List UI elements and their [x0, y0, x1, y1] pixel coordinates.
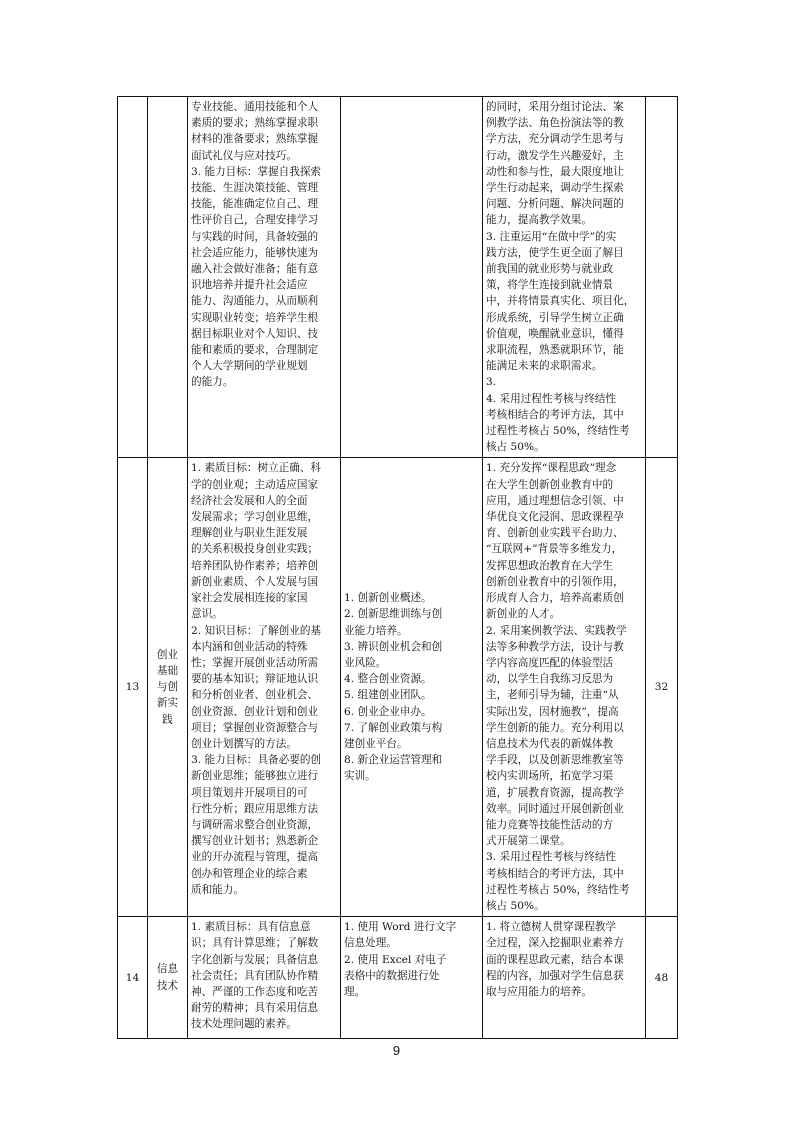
text-line: 能力，提高教学效果。: [486, 214, 592, 227]
text-line: 技术: [156, 979, 179, 992]
text-line: 道，扩展教育资源，提高教学: [486, 786, 624, 799]
text-line: 项目；掌握创业资源整合与: [191, 721, 319, 734]
text-line: 面试礼仪与应对技巧。: [191, 149, 297, 162]
text-line: 学生创新的能力。充分利用以: [486, 721, 624, 734]
text-line: 经济社会发展和人的全面: [191, 494, 308, 507]
text-line: 2. 使用 Excel 对电子: [344, 953, 447, 966]
text-line: 创新创业教育中的引领作用，: [486, 575, 624, 588]
text-line: 动性和参与性，最大限度地让: [486, 165, 624, 178]
methods-cell: [483, 458, 646, 917]
text-line: 据目标职业对个人知识、技: [191, 327, 319, 340]
text-line: 表格中的数据进行处: [344, 969, 440, 982]
text-line: 神、严谨的工作态度和吃苦: [191, 985, 319, 998]
table-row: [118, 917, 678, 1039]
text-line: 识；具有计算思维；了解数: [191, 937, 319, 950]
text-line: 信息处理。: [344, 937, 397, 950]
text-line: 考核相结合的考评方法，其中: [486, 408, 624, 421]
text-line: 业的开办流程与管理，提高: [191, 851, 319, 864]
text-line: 例教学法、角色扮演法等的教: [486, 117, 624, 130]
text-line: 全过程，深入挖掘职业素养方: [486, 937, 624, 950]
text-line: 学方法，充分调动学生思考与: [486, 133, 624, 146]
text-line: 培养团队协作素养；培养创: [191, 559, 319, 572]
text-line: 效率。同时通过开展创新创业: [486, 802, 624, 815]
text-line: 1. 使用 Word 进行文字: [344, 921, 457, 934]
text-line: 本内涵和创业活动的特殊: [191, 640, 308, 653]
methods-cell: [483, 97, 646, 458]
text-line: 行性分析；跟应用思维方法: [191, 802, 319, 815]
text-line: 理解创业与职业生涯发展: [191, 527, 308, 540]
course-name-cell: [148, 97, 188, 458]
text-line: 求职流程，熟悉就职环节，能: [486, 344, 624, 357]
text-line: 新创业思维；能够独立进行: [191, 770, 319, 783]
text-line: 实现职业转变；培养学生根: [191, 311, 319, 324]
text-line: 3. 能力目标：具备必要的创: [191, 754, 322, 767]
text-line: 前我国的就业形势与就业政: [486, 263, 614, 276]
text-line: 发展需求；学习创业思维，: [191, 511, 319, 524]
text-line: 2. 知识目标：了解创业的基: [191, 624, 322, 637]
objectives-cell: [188, 97, 341, 458]
text-line: 华优良文化浸润、思政课程孕: [486, 511, 624, 524]
text-line: 式开展第二课堂。: [486, 835, 571, 848]
text-line: 创办和管理企业的综合素: [191, 867, 308, 880]
text-line: 3.: [486, 376, 497, 389]
text-line: 价值观，唤醒就业意识，懂得: [486, 327, 624, 340]
text-line: 能力、沟通能力，从而顺利: [191, 295, 319, 308]
text-line: 1. 素质目标：树立正确、科: [191, 462, 322, 475]
hours-cell: 48: [646, 917, 678, 1039]
text-line: 技能、生涯决策技能、管理: [191, 182, 319, 195]
text-line: 7. 了解创业政策与构: [344, 721, 443, 734]
text-line: 学的创业观；主动适应国家: [191, 478, 319, 491]
text-line: 形成育人合力，培养高素质创: [486, 592, 624, 605]
text-line: 撰写创业计划书；熟悉新企: [191, 835, 319, 848]
text-line: 学手段，以及创新思维教室等: [486, 754, 624, 767]
course-number-cell: 14: [118, 917, 148, 1039]
text-line: 理。: [344, 985, 366, 998]
text-line: 创业资源、创业计划和创业: [191, 705, 319, 718]
text-line: 程的内容，加强对学生信息获: [486, 969, 624, 982]
text-line: 要的基本知识；辩证地认识: [191, 673, 319, 686]
text-line: 过程性考核占 50%，终结性考: [486, 883, 630, 896]
text-line: 能和素质的要求，合理制定: [191, 344, 319, 357]
text-line: 在大学生创新创业教育中的: [486, 478, 614, 491]
text-line: 核占 50%。: [486, 441, 545, 454]
text-line: 业风险。: [344, 656, 387, 669]
text-line: 项目策划并开展项目的可: [191, 786, 308, 799]
text-line: 3. 辨识创业机会和创: [344, 640, 443, 653]
text-line: 3. 采用过程性考核与终结性: [486, 851, 617, 864]
text-line: 性评价自己，合理安排学习: [191, 214, 319, 227]
text-line: 6. 创业企业申办。: [344, 705, 432, 718]
text-line: 2. 采用案例教学法、实践教学: [486, 624, 627, 637]
curriculum-table: [117, 96, 678, 1039]
text-line: 新创业素质、个人发展与国: [191, 575, 319, 588]
content-cell: [341, 97, 483, 458]
text-line: 基础: [156, 665, 179, 677]
text-line: 实训。: [344, 770, 376, 783]
text-line: 动，以学生自我练习反思为: [486, 673, 614, 686]
text-line: 形成系统，引导学生树立正确: [486, 311, 624, 324]
text-line: 信息技术为代表的新媒体教: [486, 737, 614, 750]
text-line: 创业: [156, 648, 179, 661]
course-name-cell: [148, 458, 188, 917]
text-line: 校内实训场所，拓宽学习渠: [486, 770, 614, 783]
text-line: 学生行动起来，调动学生探索: [486, 182, 624, 195]
text-line: 育、创新创业实践平台助力、: [486, 527, 624, 540]
hours-cell: 32: [646, 458, 678, 917]
text-line: 个人大学期间的学业规划: [191, 360, 308, 373]
table-row: [118, 97, 678, 458]
content-cell: [341, 917, 483, 1039]
table-row: [118, 458, 678, 917]
text-line: 专业技能、通用技能和个人: [191, 101, 319, 113]
text-line: 践: [162, 713, 173, 726]
course-number-cell: [118, 97, 148, 458]
text-line: 耐劳的精神；具有采用信息: [191, 1002, 319, 1015]
text-line: 实际出发，因材施教”，提高: [486, 705, 619, 718]
text-line: 材料的准备要求；熟练掌握: [191, 133, 319, 146]
text-line: 识地培养并提升社会适应: [191, 279, 308, 292]
text-line: 过程性考核占 50%，终结性考: [486, 425, 630, 438]
content-cell: [341, 458, 483, 917]
text-line: 践方法，使学生更全面了解目: [486, 246, 624, 259]
course-number-cell: 13: [118, 458, 148, 917]
text-line: 取与应用能力的培养。: [486, 985, 592, 998]
text-line: 考核相结合的考评方法，其中: [486, 867, 624, 880]
text-line: 应用，通过理想信念引领、中: [486, 494, 624, 507]
text-line: 与调研需求整合创业资源，: [191, 818, 319, 831]
text-line: 技术处理问题的素养。: [191, 1018, 297, 1031]
text-line: 业能力培养。: [344, 624, 408, 637]
text-line: 1. 将立德树人贯穿课程教学: [486, 921, 617, 934]
objectives-cell: [188, 917, 341, 1039]
text-line: 信息: [156, 963, 179, 976]
text-line: 8. 新企业运营管理和: [344, 754, 443, 767]
text-line: 3. 注重运用“在做中学”的实: [486, 230, 617, 243]
text-line: 中，并将情景真实化、项目化，: [486, 295, 635, 308]
hours-cell: [646, 97, 678, 458]
text-line: 5. 组建创业团队。: [344, 689, 432, 702]
text-line: 性；掌握开展创业活动所需: [191, 656, 319, 669]
text-line: 法等多种教学方法，设计与教: [486, 640, 624, 653]
text-line: 策，将学生连接到就业情景: [486, 279, 614, 292]
text-line: 意识。: [191, 608, 223, 621]
course-name-cell: [148, 917, 188, 1039]
objectives-cell: [188, 458, 341, 917]
text-line: 质和能力。: [191, 883, 244, 896]
text-line: 技能，能准确定位自己、理: [191, 198, 319, 211]
text-line: 家社会发展相连接的家国: [191, 592, 308, 605]
text-line: 的同时，采用分组讨论法、案: [486, 101, 624, 113]
text-line: 建创业平台。: [344, 737, 408, 750]
text-line: 融入社会做好准备；能有意: [191, 263, 319, 276]
text-line: 4. 整合创业资源。: [344, 673, 432, 686]
text-line: 发挥思想政治教育在大学生: [486, 559, 614, 572]
page-number: 9: [392, 1043, 401, 1058]
text-line: 主，老师引导为辅，注重“从: [486, 689, 619, 702]
text-line: 与实践的时间，具备较强的: [191, 230, 319, 243]
text-line: 素质的要求；熟练掌握求职: [191, 117, 319, 130]
text-line: 社会责任；具有团队协作精: [191, 969, 319, 982]
text-line: 能满足未来的求职需求。: [486, 360, 603, 373]
text-line: 面的课程思政元素，结合本课: [486, 953, 624, 966]
text-line: 1. 素质目标：具有信息意: [191, 921, 311, 934]
text-line: 与创: [156, 681, 179, 694]
text-line: 的关系积极投身创业实践；: [191, 543, 319, 556]
text-line: 社会适应能力，能够快速为: [191, 246, 319, 259]
text-line: 的能力。: [191, 376, 234, 389]
text-line: 能力竞赛等技能性活动的方: [486, 818, 614, 831]
text-line: 字化创新与发展；具备信息: [191, 953, 319, 966]
text-line: 1. 充分发挥“课程思政”理念: [486, 462, 617, 475]
text-line: 新创业的人才。: [486, 608, 561, 621]
text-line: 学内容高度匹配的体验型活: [486, 656, 614, 669]
text-line: 新实: [156, 697, 179, 710]
text-line: 核占 50%。: [486, 899, 545, 912]
text-line: 行动，激发学生兴趣爱好，主: [486, 149, 624, 162]
text-line: 2. 创新思维训练与创: [344, 608, 443, 621]
methods-cell: [483, 917, 646, 1039]
text-line: 3. 能力目标：掌握自我探索: [191, 165, 322, 178]
text-line: 4. 采用过程性考核与终结性: [486, 392, 617, 405]
text-line: 1. 创新创业概述。: [344, 592, 432, 605]
text-line: 创业计划撰写的方法。: [191, 737, 297, 750]
text-line: “互联网+”背景等多维发力，: [486, 543, 623, 556]
text-line: 和分析创业者、创业机会、: [191, 689, 319, 702]
text-line: 问题、分析问题、解决问题的: [486, 198, 624, 211]
